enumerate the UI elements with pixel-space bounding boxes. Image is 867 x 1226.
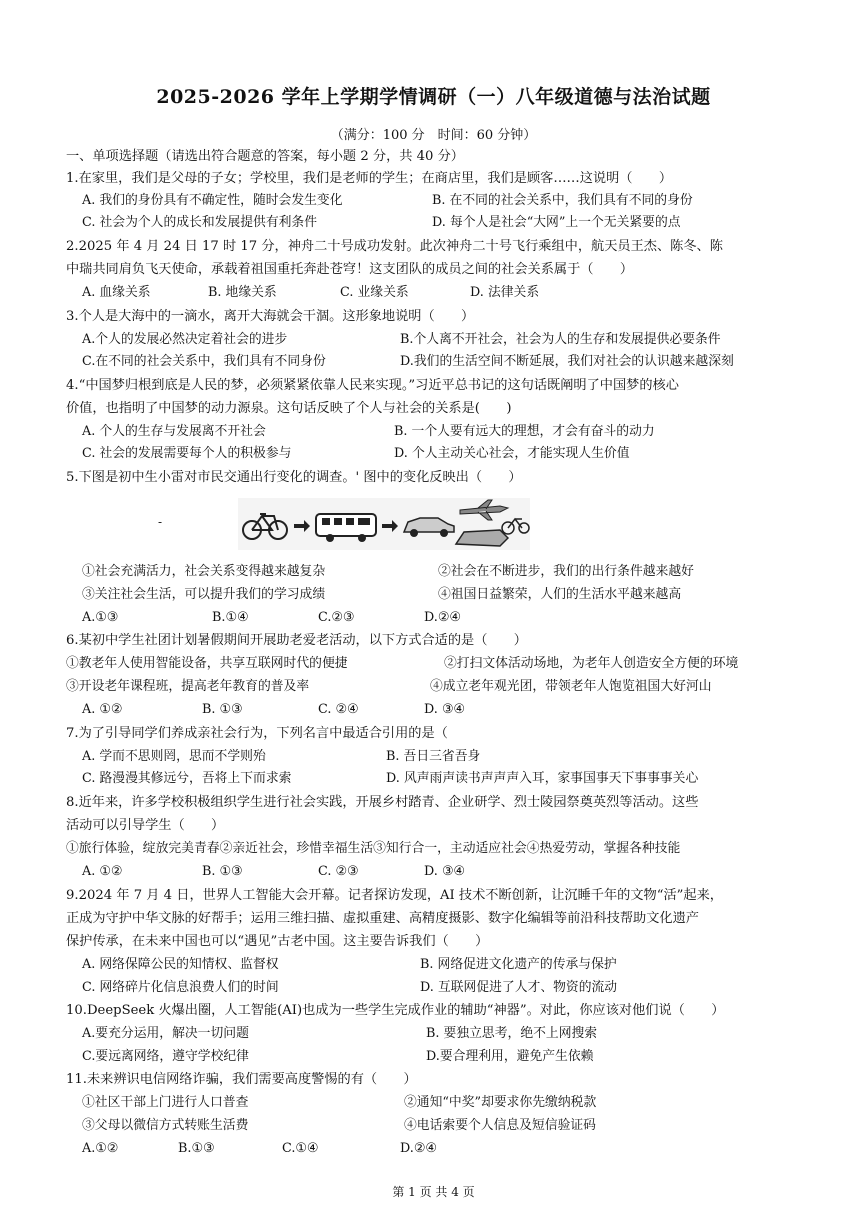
- q6-option-c: C. ②④: [318, 702, 359, 717]
- q2-option-a: A. 血缘关系: [82, 285, 151, 300]
- q5-statement-1: ①社会充满活力，社会关系变得越来越复杂: [82, 564, 326, 579]
- q2-option-b: B. 地缘关系: [208, 285, 277, 300]
- q5-option-a: A.①③: [82, 610, 119, 625]
- q9-stem-1: 9.2024 年 7 月 4 日，世界人工智能大会开幕。记者探访发现，AI 技术不断创新，让沉睡千年的文物“活”起来，: [66, 888, 723, 903]
- q6-option-b: B. ①③: [202, 702, 243, 717]
- q2-option-c: C. 业缘关系: [340, 285, 409, 300]
- page-number: 第 1 页 共 4 页: [392, 1185, 475, 1199]
- q6-statement-4: ④成立老年观光团，带领老年人饱览祖国大好河山: [430, 679, 712, 694]
- q3-option-b: B.个人离不开社会，社会为人的生存和发展提供必要条件: [400, 332, 721, 347]
- q9-option-c: C. 网络碎片化信息浪费人们的时间: [82, 980, 279, 995]
- q5-stem: 5.下图是初中生小雷对市民交通出行变化的调查。' 图中的变化反映出（ ）: [66, 470, 522, 485]
- q3-option-c: C.在不同的社会关系中，我们具有不同身份: [82, 354, 326, 369]
- q11-stem: 11.未来辨识电信网络诈骗，我们需要高度警惕的有（ ）: [66, 1072, 417, 1087]
- q5-statement-2: ②社会在不断进步，我们的出行条件越来越好: [438, 564, 694, 579]
- q11-statement-4: ④电话索要个人信息及短信验证码: [404, 1118, 596, 1133]
- q6-option-a: A. ①②: [82, 702, 123, 717]
- q4-option-b: B. 一个人要有远大的理想，才会有奋斗的动力: [394, 424, 655, 439]
- section-heading: 一、单项选择题（请选出符合题意的答案，每小题 2 分，共 40 分）: [66, 149, 464, 164]
- q8-option-c: C. ②③: [318, 864, 359, 879]
- q8-option-a: A. ①②: [82, 864, 123, 879]
- q6-statement-2: ②打扫文体活动场地，为老年人创造安全方便的环境: [444, 656, 739, 671]
- q5-option-d: D.②④: [424, 610, 461, 625]
- q8-stem-1: 8.近年来，许多学校积极组织学生进行社会实践，开展乡村踏青、企业研学、烈士陵园祭奠英烈等活动。这些: [66, 795, 699, 810]
- q9-option-d: D. 互联网促进了人才、物资的流动: [420, 980, 618, 995]
- q10-option-c: C.要远离网络，遵守学校纪律: [82, 1049, 249, 1064]
- q2-stem-1: 2.2025 年 4 月 24 日 17 时 17 分，神舟二十号成功发射。此次神舟二十号飞行乘组中，航天员王杰、陈冬、陈: [66, 239, 723, 254]
- q10-option-b: B. 要独立思考，绝不上网搜索: [426, 1026, 598, 1041]
- q4-stem-2: 价值，也指明了中国梦的动力源泉。这句话反映了个人与社会的关系是( ): [66, 401, 512, 416]
- q6-stem: 6.某初中学生社团计划暑假期间开展助老爱老活动，以下方式合适的是（ ）: [66, 633, 527, 648]
- q6-statement-1: ①教老年人使用智能设备，共享互联网时代的便捷: [66, 656, 348, 671]
- q8-statements: ①旅行体验，绽放完美青春②亲近社会，珍惜幸福生活③知行合一，主动适应社会④热爱劳动，掌握各种技能: [66, 841, 681, 856]
- q10-stem: 10.DeepSeek 火爆出圈，人工智能(AI)也成为一些学生完成作业的辅助“神器”。对此，你应该对他们说（ ）: [66, 1003, 725, 1018]
- q6-statement-3: ③开设老年课程班，提高老年教育的普及率: [66, 679, 310, 694]
- q3-stem: 3.个人是大海中的一滴水，离开大海就会干涸。这形象地说明（ ）: [66, 309, 475, 324]
- page-subtitle: （满分：100 分 时间：60 分钟）: [330, 128, 537, 143]
- page-title: 2025-2026 学年上学期学情调研（一）八年级道德与法治试题: [156, 86, 711, 108]
- q1-stem: 1.在家里，我们是父母的子女；学校里，我们是老师的学生；在商店里，我们是顾客……这说明（ ）: [66, 171, 673, 186]
- q11-option-b: B.①③: [178, 1141, 215, 1156]
- q4-option-c: C. 社会的发展需要每个人的积极参与: [82, 446, 292, 461]
- q11-option-c: C.①④: [282, 1141, 319, 1156]
- q5-option-b: B.①④: [212, 610, 249, 625]
- q8-option-b: B. ①③: [202, 864, 243, 879]
- q3-option-a: A.个人的发展必然决定着社会的进步: [82, 332, 288, 347]
- q10-option-a: A.要充分运用，解决一切问题: [82, 1026, 249, 1041]
- q5-option-c: C.②③: [318, 610, 355, 625]
- q7-option-b: B. 吾日三省吾身: [386, 749, 481, 764]
- high-speed-train-icon: [456, 530, 508, 546]
- q11-statement-1: ①社区干部上门进行人口普查: [82, 1095, 249, 1110]
- q4-option-d: D. 个人主动关心社会，才能实现人生价值: [394, 446, 630, 461]
- q3-option-d: D.我们的生活空间不断延展，我们对社会的认识越来越深刻: [400, 354, 734, 369]
- q10-option-d: D.要合理利用，避免产生依赖: [426, 1049, 594, 1064]
- q9-stem-3: 保护传承，在未来中国也可以“遇见”古老中国。这主要告诉我们（ ）: [66, 934, 489, 949]
- q7-stem: 7.为了引导同学们养成亲社会行为，下列名言中最适合引用的是（: [66, 726, 448, 741]
- q5-statement-4: ④祖国日益繁荣，人们的生活水平越来越高: [438, 587, 682, 602]
- q7-option-a: A. 学而不思则罔，思而不学则殆: [82, 749, 266, 764]
- q9-option-a: A. 网络保障公民的知情权、监督权: [82, 957, 279, 972]
- q1-option-b: B. 在不同的社会关系中，我们具有不同的身份: [432, 193, 693, 208]
- q7-option-c: C. 路漫漫其修远兮，吾将上下而求索: [82, 771, 292, 786]
- q5-statement-3: ③关注社会生活，可以提升我们的学习成绩: [82, 587, 326, 602]
- q11-statement-2: ②通知“中奖”却要求你先缴纳税款: [404, 1095, 597, 1110]
- q8-option-d: D. ③④: [424, 864, 465, 879]
- q11-option-a: A.①②: [82, 1141, 119, 1156]
- q1-option-c: C. 社会为个人的成长和发展提供有利条件: [82, 215, 318, 230]
- q5-dash: -: [158, 515, 163, 529]
- q1-option-d: D. 每个人是社会“大网”上一个无关紧要的点: [432, 215, 681, 230]
- q1-option-a: A. 我们的身份具有不确定性，随时会发生变化: [82, 193, 343, 208]
- q2-option-d: D. 法律关系: [470, 285, 540, 300]
- transport-change-figure: [238, 498, 530, 550]
- q8-stem-2: 活动可以引导学生（ ）: [66, 818, 225, 833]
- q6-option-d: D. ③④: [424, 702, 465, 717]
- q11-statement-3: ③父母以微信方式转账生活费: [82, 1118, 249, 1133]
- q9-stem-2: 正成为守护中华文脉的好帮手；运用三维扫描、虚拟重建、高精度摄影、数字化编辑等前沿科技帮助文化遗产: [66, 911, 699, 926]
- q9-option-b: B. 网络促进文化遗产的传承与保护: [420, 957, 617, 972]
- q2-stem-2: 中瑞共同肩负飞天使命，承载着祖国重托奔赴苍穹！这支团队的成员之间的社会关系属于（ ）: [66, 262, 634, 277]
- q7-option-d: D. 风声雨声读书声声声入耳，家事国事天下事事事关心: [386, 771, 699, 786]
- q11-option-d: D.②④: [400, 1141, 437, 1156]
- q4-stem-1: 4.“中国梦归根到底是人民的梦，必须紧紧依靠人民来实现。”习近平总书记的这句话既阐明了中国梦的核心: [66, 378, 679, 393]
- q4-option-a: A. 个人的生存与发展离不开社会: [82, 424, 266, 439]
